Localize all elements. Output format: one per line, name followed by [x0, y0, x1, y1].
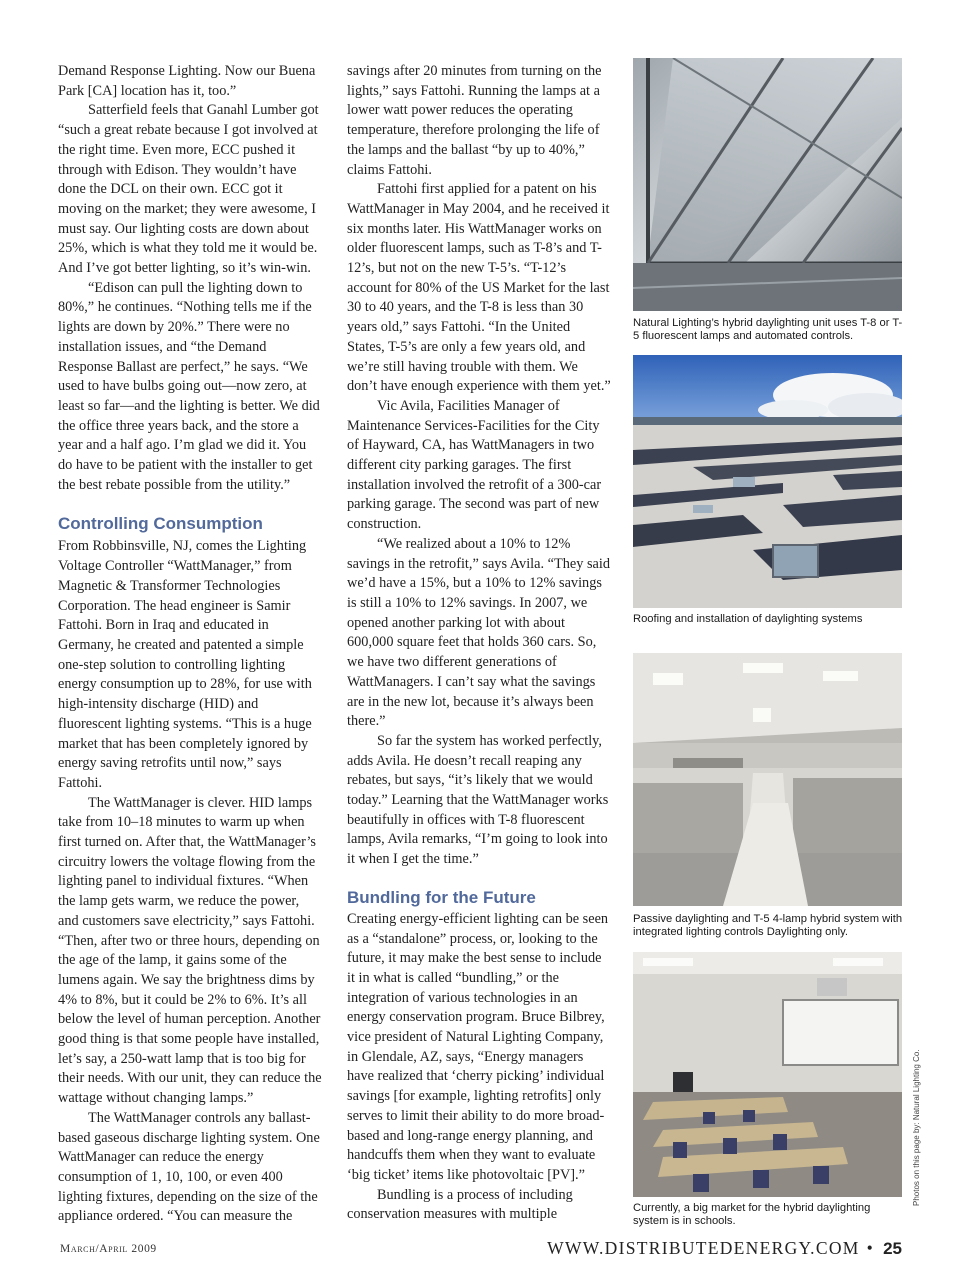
paragraph: The WattManager controls any ballast-based gaseous discharge lighting system. One WattManager can reduce the energy consumption of 1, 10, 100, or even 400 lighting fixtures, depending on the size of the appliance ordered. “You can measure the	[58, 1109, 320, 1225]
paragraph: Bundling is a process of including conservation measures with multiple	[347, 1186, 573, 1223]
paragraph: The WattManager is clever. HID lamps take from 10–18 minutes to warm up when first turned on. After that, the WattManager’s circuitry lowers the voltage flowing from the lighting panel to individual fixtures. “When the lamp gets warm, we reduce the power, and customers save electricity,” says Fattohi. “Then, after two or three hours, depending on the age of the lamp, it gains some of the lumens again. We say the brightness dims by 4% to 8%, but it could be 2% to 6%. It’s all below the level of human perception. Another good thing is that some people have installed, let’s say, a 250-watt lamp that is too big for their needs. With our unit, they can reduce the wattage without changing lamps.”	[58, 794, 322, 1107]
paragraph: Demand Response Lighting. Now our Buena Park [CA] location has it, too.”	[58, 63, 316, 99]
paragraph: “We realized about a 10% to 12% savings in the retrofit,” says Avila. “They said we’d have a 15%, but a 10% to 12% savings is still a 10% to 12% savings. In 2007, we opened another parking lot with about 600,000 square feet that holds 360 cars. So, we have two different generations of WattManagers. I can’t say what the savings are in the new lot, because it’s always been there.”	[347, 535, 610, 730]
section-heading: Bundling for the Future	[347, 887, 536, 907]
issue-date: March/April 2009	[60, 1243, 157, 1255]
paragraph: Creating energy-efficient lighting can be seen as a “standalone” process, or, looking to the future, it may make the best sense to include it in what is called “bundling,” or the integration of various technologies in an energy conservation program. Bruce Bilbrey, vice president of Natural Lighting Company, in Glendale, AZ, says, “Energy managers have realized that ‘cherry picking’ individual savings [for example, lighting retrofits] only serves to limit their ability to do more broad-based and long-range energy planning, and handcuffs them when they want to evaluate ‘big ticket’ items like photovoltaic [PV].”	[347, 910, 609, 1183]
photo-classroom	[633, 952, 902, 1197]
bullet-separator: •	[866, 1238, 875, 1258]
paragraph: Fattohi first applied for a patent on his WattManager in May 2004, and he received it six months later. His WattManager works on older fluorescent lamps, such as T-8’s and T-12’s, but not on the new T-5’s. “T-12’s account for 80% of the US Market for the last 30 to 40 years, and the T-8 is less than 30 years old,” says Fattohi. “In the United States, T-5’s are only a few years old, and we’re still having trouble with them. We don’t have enough experience with them yet.”	[347, 181, 611, 395]
paragraph: From Robbinsville, NJ, comes the Lighting Voltage Controller “WattManager,” from Magnetic & Transformer Technologies Corporation. The head engineer is Samir Fattohi. Born in Iraq and educated in Germany, he created and patented a simple one-step solution to controlling lighting energy consumption up to 28%, for use with high-intensity discharge (HID) and fluorescent lighting systems. “This is a huge market that has been completely ignored by energy saving retrofits until now,” says Fattohi.	[58, 538, 312, 791]
paragraph: Vic Avila, Facilities Manager of Maintenance Services-Facilities for the City of Hayward, CA, has WattManagers in two different city parking garages. The first installation involved the retrofit of a 300-car parking garage. The second was part of new construction.	[347, 397, 602, 533]
photo-office-interior	[633, 653, 902, 906]
photo-caption: Passive daylighting and T-5 4-lamp hybrid system with integrated lighting controls Daylighting only.	[633, 913, 903, 938]
paragraph: So far the system has worked perfectly, adds Avila. He doesn’t recall reaping any rebates, but says, “it’s likely that we would today.” Learning that the WattManager works beautifully in offices with T-8 fluorescent lamps, Avila remarks, “I’m going to look into it when I get the time.”	[347, 732, 609, 868]
photo-caption: Natural Lighting’s hybrid daylighting unit uses T-8 or T-5 fluorescent lamps and automated controls.	[633, 317, 903, 342]
paragraph: Satterfield feels that Ganahl Lumber got “such a great rebate because I got involved at the right time. Even more, ECC pushed it through with Edison. They wouldn’t have done the DCL on their own. ECC got it moving on the market; they were awesome, I must say. Our lighting costs are down about 25%, which is what they told me it would be. And I’ve got better lighting, so it’s win-win.	[58, 102, 319, 277]
footer-site	[547, 1238, 902, 1259]
photo-caption: Currently, a big market for the hybrid daylighting system is in schools.	[633, 1202, 871, 1227]
page-number: 25	[883, 1239, 902, 1258]
photo-rooftop-skylights	[633, 355, 902, 608]
photo-credit: Photos on this page by: Natural Lighting Co.	[912, 1049, 921, 1206]
paragraph: savings after 20 minutes from turning on the lights,” says Fattohi. Running the lamps at a lower watt power reduces the operating temperature, therefore prolonging the life of the lamps and the ballast “by up to 40%,” claims Fattohi.	[347, 63, 602, 178]
paragraph: “Edison can pull the lighting down to 80%,” he continues. “Nothing tells me if the lights are down by 20%.” There were no installation issues, and “the Demand Response Ballast are perfect,” he says. “We used to have bulbs going out—now zero, at least so far—and the lighting is better. We did the office three years back, and the store a year and a half ago. I’m glad we did it. You do have to be patient with the installer to get the best rebate possible from the utility.”	[58, 279, 320, 493]
article-column-2	[347, 62, 611, 1225]
website-url: WWW.DISTRIBUTEDENERGY.COM	[547, 1238, 860, 1258]
section-heading: Controlling Consumption	[58, 514, 263, 534]
photo-caption: Roofing and installation of daylighting systems	[633, 613, 863, 625]
photo-skylight-unit	[633, 58, 902, 311]
article-column-1	[58, 62, 322, 1227]
